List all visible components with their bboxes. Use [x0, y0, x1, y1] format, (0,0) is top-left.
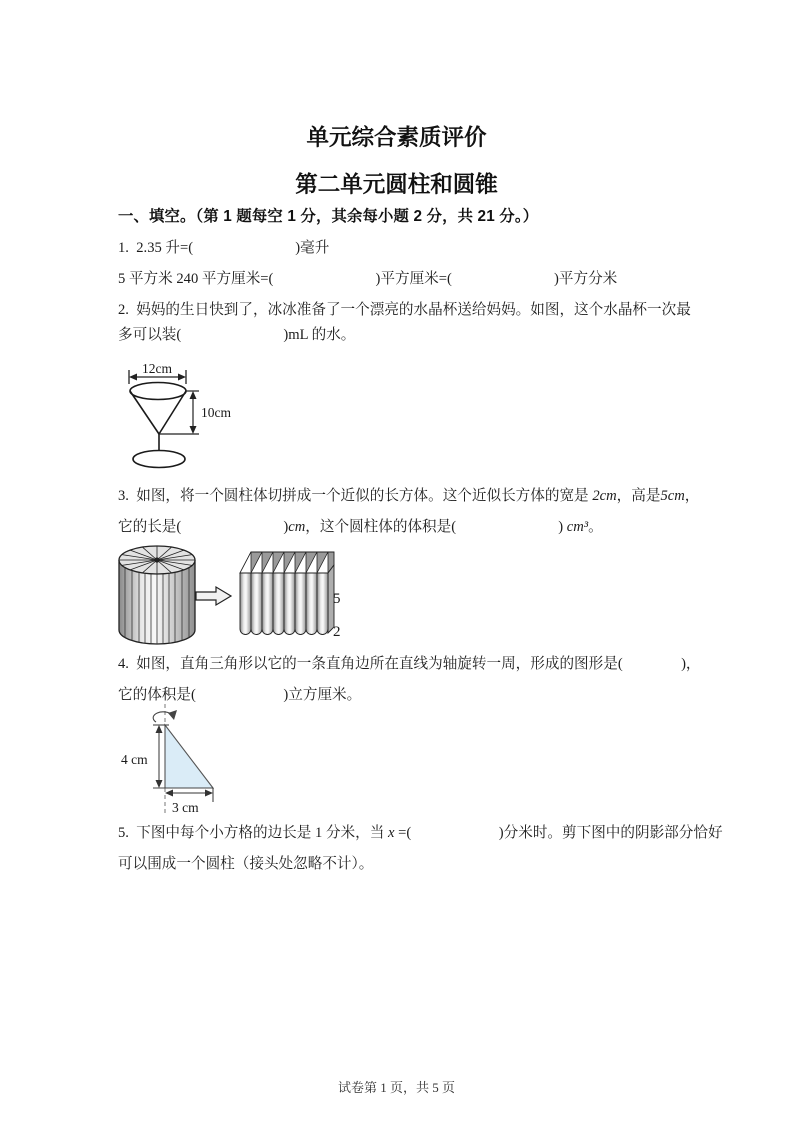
text-segment: 它的长是( )	[118, 519, 289, 535]
right-triangle-shape	[165, 725, 213, 788]
text-segment: =( )分米时。剪下图中的阴影部分恰好	[394, 825, 723, 841]
approx-rect-prism	[240, 552, 341, 640]
cone-cup-height-label: 10cm	[201, 405, 231, 420]
q5-line-1	[118, 825, 723, 842]
q1-line-2: 5 平方米 240 平方厘米=( )平方厘米=( )平方分米	[118, 271, 618, 287]
text-segment: ，	[684, 488, 700, 504]
text-segment-italic: cm³	[566, 519, 589, 535]
text-segment: 3. 如图，将一个圆柱体切拼成一个近似的长方体。这个近似长方体的宽是	[118, 488, 593, 504]
transform-arrow-icon	[196, 587, 231, 605]
q2-line-1: 2. 妈妈的生日快到了，冰冰准备了一个漂亮的水晶杯送给妈妈。如图，这个水晶杯一次最	[118, 302, 691, 318]
sliced-cylinder	[119, 546, 195, 644]
rotating-triangle-figure	[112, 702, 237, 824]
section-one-heading: 一、填空。（第 1 题每空 1 分，其余每小题 2 分，共 21 分。）	[118, 208, 539, 225]
triangle-vertical-label: 4 cm	[121, 752, 148, 767]
text-segment: ，高是	[616, 488, 661, 504]
text-segment: ，这个圆柱体的体积是( )	[305, 519, 567, 535]
cone-cup-glass	[130, 383, 186, 468]
cylinder-to-prism-figure	[112, 543, 352, 651]
q5-line-2: 可以围成一个圆柱（接头处忽略不计）。	[118, 856, 374, 872]
cone-cup-figure	[120, 360, 250, 478]
q4-line-1: 4. 如图，直角三角形以它的一条直角边所在直线为轴旋转一周，形成的图形是( )，	[118, 656, 701, 672]
text-segment-italic: 5cm	[660, 488, 685, 504]
text-segment: 5. 下图中每个小方格的边长是 1 分米，当	[118, 825, 388, 841]
prism-depth-label: 2	[333, 624, 341, 640]
text-segment-italic: 2cm	[592, 488, 617, 504]
text-segment-italic: cm	[288, 519, 306, 535]
triangle-horizontal-label: 3 cm	[172, 800, 199, 815]
prism-height-label: 5	[333, 591, 341, 607]
page-footer: 试卷第 1 页，共 5 页	[337, 1080, 455, 1095]
q2-line-2: 多可以装( )mL 的水。	[118, 327, 356, 343]
q3-line-1	[118, 488, 699, 505]
q1-line-1: 1. 2.35 升=( )毫升	[118, 240, 330, 256]
text-segment: 。	[588, 519, 603, 535]
q4-line-2: 它的体积是( )立方厘米。	[118, 687, 362, 703]
cone-cup-diameter-label: 12cm	[142, 361, 172, 376]
text-segment-italic: x	[388, 825, 395, 841]
doc-title: 单元综合素质评价	[306, 125, 487, 150]
q3-line-2	[118, 519, 603, 536]
doc-subtitle: 第二单元圆柱和圆锥	[295, 172, 498, 197]
